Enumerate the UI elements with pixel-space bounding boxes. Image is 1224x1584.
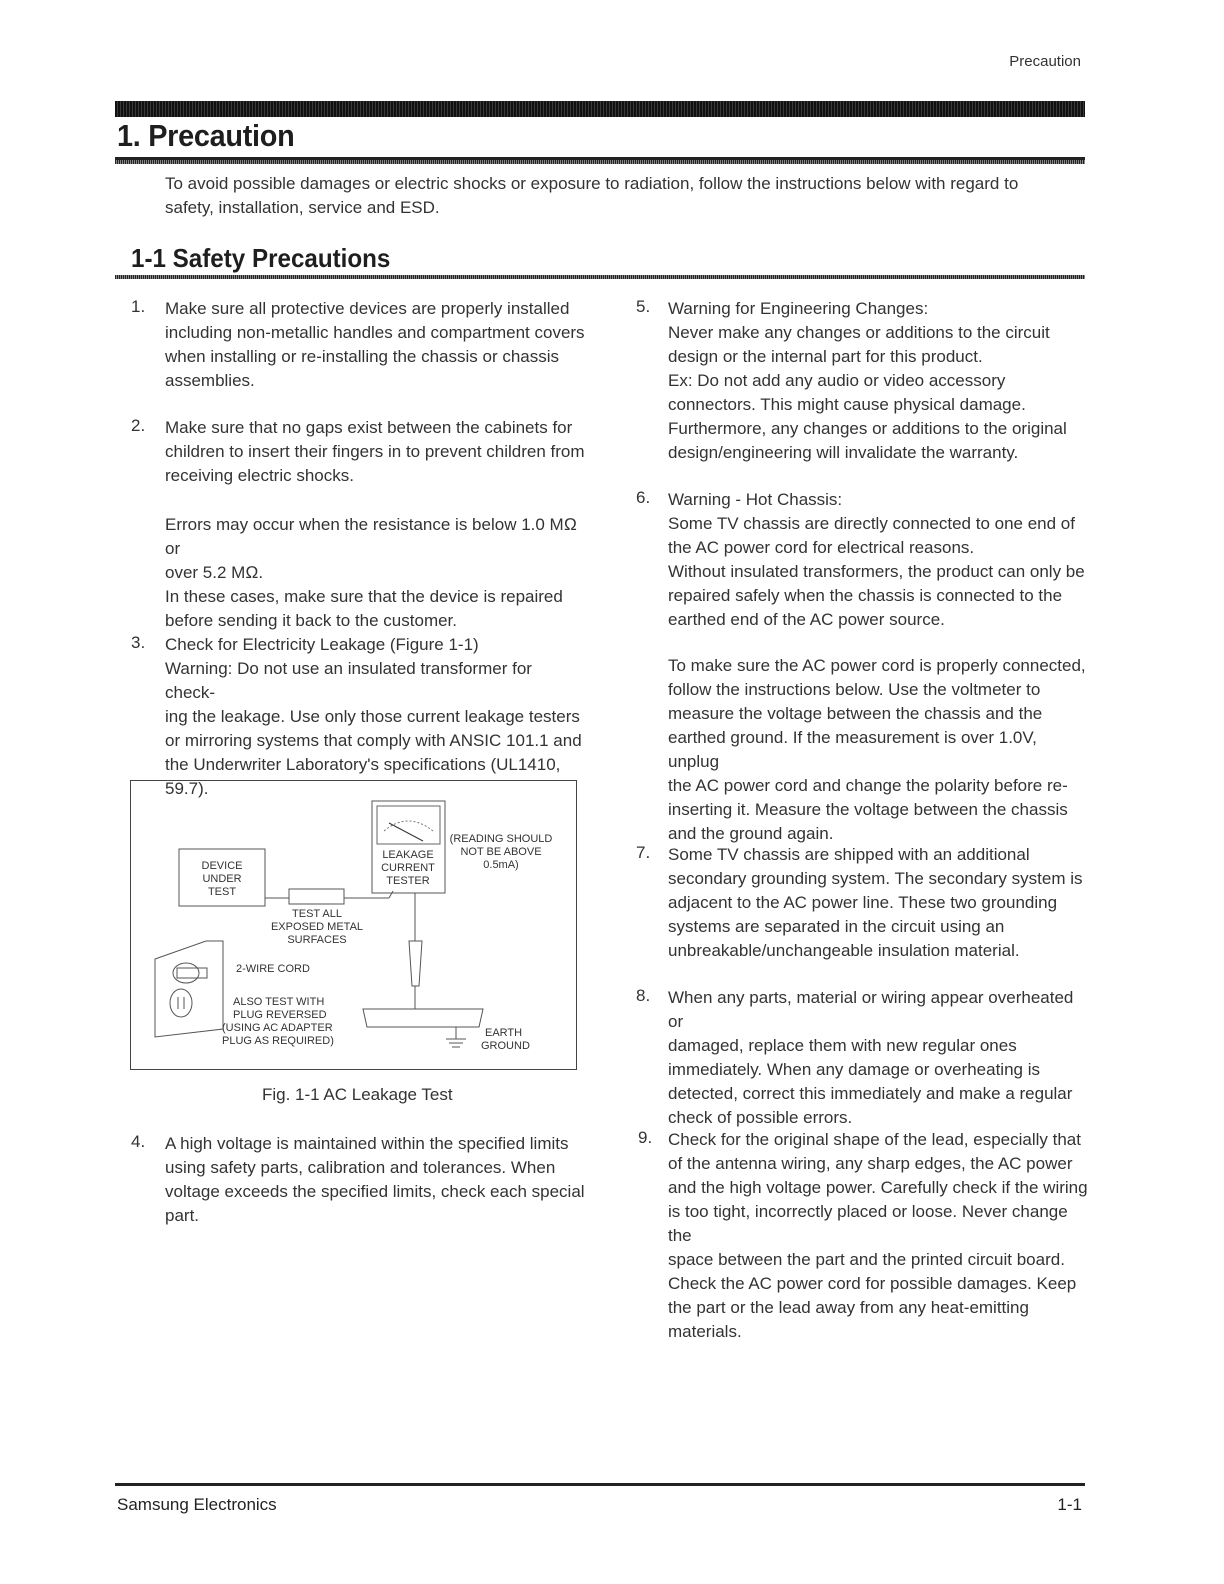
- earth-label: GROUND: [481, 1040, 530, 1052]
- item-number: 9.: [638, 1128, 653, 1147]
- section-rule: [115, 275, 1085, 279]
- reading-label: (READING SHOULD: [449, 833, 553, 845]
- page-title: 1. Precaution: [117, 118, 295, 153]
- also-label: PLUG REVERSED: [233, 1009, 327, 1021]
- list-item: Warning - Hot Chassis: Some TV chassis are directly connected to one end of the AC power cord for electrical reasons. Without insulated transformers, the product can only be repaired safely when the chassis is connected to the earthed end of the AC power source.: [668, 490, 1085, 629]
- page-number: 1-1: [1057, 1495, 1082, 1514]
- header-bar: [115, 101, 1085, 117]
- footer-company: Samsung Electronics: [117, 1495, 277, 1514]
- tester-label: CURRENT: [381, 862, 435, 874]
- title-rule-dotted: [115, 160, 1085, 164]
- also-label: ALSO TEST WITH: [233, 996, 325, 1008]
- cord-label: 2-WIRE CORD: [236, 963, 310, 975]
- list-item-note: Errors may occur when the resistance is below 1.0 MΩ or over 5.2 MΩ. In these cases, make sure that the device is repaired before sending it back to the customer.: [165, 515, 577, 630]
- item-number: 4.: [131, 1132, 146, 1151]
- footer-rule: [115, 1483, 1085, 1486]
- leakage-test-figure: [130, 780, 577, 1070]
- list-item: Check for Electricity Leakage (Figure 1-1) Warning: Do not use an insulated transformer for check- ing the leakage. Use only those current leakage testers or mirroring systems that comply with ANSIC 101.1 and the Underwriter Laboratory's specifications (UL1410, 59.7).: [165, 635, 582, 798]
- reading-label: 0.5mA): [483, 859, 519, 871]
- reading-label: NOT BE ABOVE: [460, 846, 542, 858]
- test-all-label: EXPOSED METAL: [270, 921, 364, 933]
- list-item: When any parts, material or wiring appear overheated or damaged, replace them with new regular ones immediately. When any damage or overheating is detected, correct this immediately and make a regular check of possible errors.: [668, 988, 1074, 1127]
- meter-dial: [377, 806, 440, 844]
- list-item-note: To make sure the AC power cord is properly connected, follow the instructions below. Use the voltmeter to measure the voltage between the chassis and the earthed ground. If the measurement is over 1.0V, unplug the AC power cord and change the polarity before re- inserting it. Measure the voltage between the chassis and the ground again.: [668, 656, 1086, 843]
- tester-label: LEAKAGE: [382, 849, 434, 861]
- also-label: PLUG AS REQUIRED): [222, 1035, 334, 1047]
- intro-paragraph: To avoid possible damages or electric shocks or exposure to radiation, follow the instructions below with regard to safety, installation, service and ESD.: [165, 174, 1019, 217]
- list-item: A high voltage is maintained within the specified limits using safety parts, calibration and tolerances. When voltage exceeds the specified limits, check each special part.: [165, 1134, 585, 1225]
- list-item: Warning for Engineering Changes: Never make any changes or additions to the circuit design or the internal part for this product. Ex: Do not add any audio or video accessory connectors. This might cause physical damage. Furthermore, any changes or additions to the original design/engineering will invalidate the warranty.: [668, 299, 1067, 462]
- list-item: Make sure all protective devices are properly installed including non-metallic handles and compartment covers when installing or re-installing the chassis or chassis assemblies.: [165, 299, 585, 390]
- item-number: 2.: [131, 416, 146, 435]
- ground-probe: [409, 941, 422, 986]
- also-label: (USING AC ADAPTER: [222, 1022, 333, 1034]
- test-probe: [289, 889, 344, 904]
- list-item: Check for the original shape of the lead, especially that of the antenna wiring, any sharp edges, the AC power and the high voltage power. Carefully check if the wiring is too tight, incorrectly placed or loose. Never change the space between the part and the printed circuit board. Check the AC power cord for possible damages. Keep the part or the lead away from any heat-emitting materials.: [668, 1130, 1088, 1341]
- device-label: DEVICE: [201, 860, 243, 872]
- figure-caption: Fig. 1-1 AC Leakage Test: [262, 1085, 453, 1104]
- socket-icon: [170, 989, 192, 1017]
- test-all-label: SURFACES: [287, 934, 347, 946]
- earth-label: EARTH: [485, 1027, 523, 1039]
- section-title: 1-1 Safety Precautions: [131, 243, 391, 273]
- running-header: Precaution: [1009, 53, 1081, 70]
- item-number: 5.: [636, 297, 651, 316]
- wall-outlet-icon: [155, 941, 223, 1037]
- meter-needle: [389, 823, 423, 841]
- item-number: 8.: [636, 986, 651, 1005]
- list-item: Some TV chassis are shipped with an additional secondary grounding system. The secondary system is adjacent to the AC power line. These two grounding systems are separated in the circuit using an unbreakable/unchangeable insulation material.: [668, 845, 1083, 960]
- device-label: TEST: [207, 886, 237, 898]
- list-item: Make sure that no gaps exist between the cabinets for children to insert their fingers in to prevent children from receiving electric shocks.: [165, 418, 585, 485]
- item-number: 6.: [636, 488, 651, 507]
- device-label: UNDER: [202, 873, 242, 885]
- item-number: 7.: [636, 843, 651, 862]
- tester-label: TESTER: [386, 875, 430, 887]
- ground-plate: [363, 1009, 483, 1027]
- item-number: 3.: [131, 633, 146, 652]
- leakage-test-diagram: [131, 781, 578, 1071]
- test-all-label: TEST ALL: [292, 908, 342, 920]
- item-number: 1.: [131, 297, 146, 316]
